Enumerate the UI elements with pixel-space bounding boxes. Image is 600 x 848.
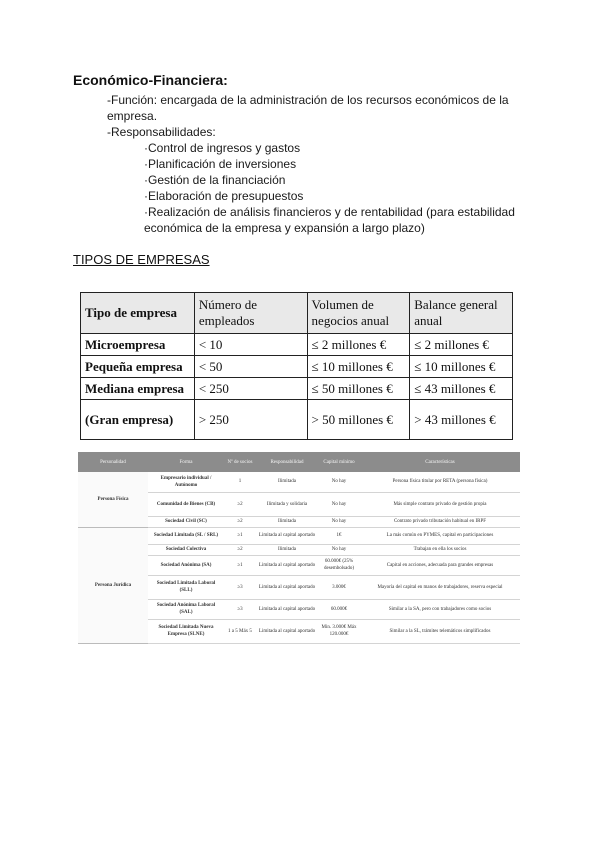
group-label: Persona Jurídica	[78, 527, 148, 643]
table-cell: Limitada al capital aportado	[256, 619, 318, 643]
table-cell: Capital en acciones, adecuada para grandes empresas	[360, 555, 520, 575]
table-cell: Similar a la SA, pero con trabajadores como socios	[360, 599, 520, 619]
company-size-table	[80, 292, 513, 440]
table-cell: 1 a 5 Máx 5	[224, 619, 256, 643]
table-header: Tipo de empresa	[81, 293, 195, 334]
table-cell: < 10	[194, 334, 307, 356]
section-heading: Económico-Financiera:	[73, 72, 228, 88]
table-cell: ≥1	[224, 527, 256, 544]
table-header: Número de empleados	[194, 293, 307, 334]
table-cell: Mayoría del capital en manos de trabajadores, reserva especial	[360, 575, 520, 599]
table-cell: 3.000€	[318, 575, 360, 599]
table-header: Forma	[148, 452, 224, 472]
table-row	[81, 356, 513, 378]
table-cell: > 50 millones €	[307, 400, 410, 440]
table-cell: Microempresa	[81, 334, 195, 356]
table-cell: La más común en PYMES, capital en participaciones	[360, 527, 520, 544]
table-header: Balance general anual	[410, 293, 513, 334]
table-header: Responsabilidad	[256, 452, 318, 472]
table-row	[81, 378, 513, 400]
table-header: Volumen de negocios anual	[307, 293, 410, 334]
table-cell: Sociedad Limitada Laboral (SLL)	[148, 575, 224, 599]
table-cell: Empresario individual / Autónomo	[148, 472, 224, 492]
table-cell: No hay	[318, 472, 360, 492]
table-cell: Limitada al capital aportado	[256, 527, 318, 544]
table-cell: ≥2	[224, 492, 256, 516]
resp-item: ·Realización de análisis financieros y de rentabilidad (para estabilidad económica de la empresa y expansión a largo plazo)	[144, 205, 515, 235]
table-cell: > 250	[194, 400, 307, 440]
table-cell: 1€	[318, 527, 360, 544]
table-cell: Ilimitada	[256, 544, 318, 555]
table-cell: Contrato privado tributación habitual en IRPF	[360, 516, 520, 527]
table-row	[81, 334, 513, 356]
table-cell: 60.000€	[318, 599, 360, 619]
table-cell: Limitada al capital aportado	[256, 599, 318, 619]
responsabilidades-label: -Responsabilidades:	[107, 125, 216, 139]
table-cell: 60.000€ (25% desembolsado)	[318, 555, 360, 575]
table-cell: Sociedad Anónima (SA)	[148, 555, 224, 575]
table-cell: 1	[224, 472, 256, 492]
table-cell: Trabajan en ella los socios	[360, 544, 520, 555]
table-header: Personalidad	[78, 452, 148, 472]
resp-item: ·Control de ingresos y gastos	[144, 141, 301, 155]
table-cell: ≥1	[224, 555, 256, 575]
table-cell: ≤ 10 millones €	[410, 356, 513, 378]
group-label: Persona Física	[78, 472, 148, 527]
table-header: Nº de socios	[224, 452, 256, 472]
table-cell: No hay	[318, 516, 360, 527]
table-cell: No hay	[318, 544, 360, 555]
table-cell: < 250	[194, 378, 307, 400]
table-cell: Sociedad Limitada (SL / SRL)	[148, 527, 224, 544]
table-cell: Sociedad Anónima Laboral (SAL)	[148, 599, 224, 619]
table-cell: No hay	[318, 492, 360, 516]
table-cell: Comunidad de Bienes (CB)	[148, 492, 224, 516]
resp-item: ·Elaboración de presupuestos	[144, 189, 304, 203]
table-cell: Similar a la SL, trámites telemáticos simplificados	[360, 619, 520, 643]
table-cell: Mediana empresa	[81, 378, 195, 400]
table-cell: Ilimitada	[256, 472, 318, 492]
table-cell: ≥2	[224, 516, 256, 527]
table-cell: Ilimitada	[256, 516, 318, 527]
funcion-text: -Función: encargada de la administración de los recursos económicos de la empresa.	[107, 93, 509, 123]
table-cell: Sociedad Civil (SC)	[148, 516, 224, 527]
table-header: Capital mínimo	[318, 452, 360, 472]
table-cell: Sociedad Colectiva	[148, 544, 224, 555]
table-cell: Ilimitada y solidaria	[256, 492, 318, 516]
table-header: Características	[360, 452, 520, 472]
table-row	[78, 527, 520, 544]
table-cell: ≥2	[224, 544, 256, 555]
table-cell: ≥3	[224, 575, 256, 599]
table-cell: Más simple contrato privado de gestión propia	[360, 492, 520, 516]
table-row	[78, 472, 520, 492]
legal-forms-table	[78, 452, 520, 644]
table-cell: Pequeña empresa	[81, 356, 195, 378]
table-cell: (Gran empresa)	[81, 400, 195, 440]
resp-item: ·Gestión de la financiación	[144, 173, 286, 187]
table-cell: ≤ 2 millones €	[410, 334, 513, 356]
table-cell: Min. 3.000€ Máx 120.000€	[318, 619, 360, 643]
table-cell: ≤ 50 millones €	[307, 378, 410, 400]
table-cell: Limitada al capital aportado	[256, 555, 318, 575]
tipos-title: TIPOS DE EMPRESAS	[73, 252, 210, 267]
table-cell: > 43 millones €	[410, 400, 513, 440]
table-cell: Persona física titular por RETA (persona física)	[360, 472, 520, 492]
resp-item: ·Planificación de inversiones	[144, 157, 297, 171]
table-cell: Sociedad Limitada Nueva Empresa (SLNE)	[148, 619, 224, 643]
table-cell: Limitada al capital aportado	[256, 575, 318, 599]
table-row	[81, 400, 513, 440]
table-cell: < 50	[194, 356, 307, 378]
table-cell: ≤ 2 millones €	[307, 334, 410, 356]
table-cell: ≥3	[224, 599, 256, 619]
table-cell: ≤ 43 millones €	[410, 378, 513, 400]
table-cell: ≤ 10 millones €	[307, 356, 410, 378]
